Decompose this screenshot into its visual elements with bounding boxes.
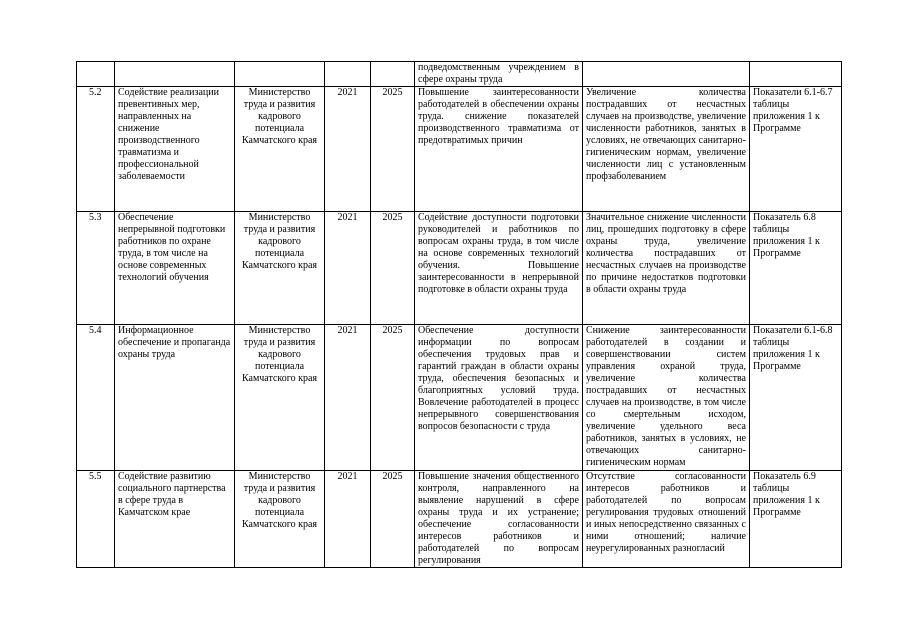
cell-consequences: Значительное снижение численности лиц, прошедших подготовку в сфере охраны труда, увеличение количества пострадавших от несчастных случаев на производстве по причине недостатков подготовки в области охраны труда [583, 212, 750, 325]
cell-indicators: Показатель 6.9 таблицы приложения 1 к Программе [750, 471, 842, 568]
cell-consequences: Отсутствие согласованности интересов работников и работодателей по вопросам регулирования трудовых отношений и иных непосредственно связанных с ними отношений; наличие неурегулированных разногласий [583, 471, 750, 568]
cell-indicators [750, 62, 842, 87]
cell-executor: Министерство труда и развития кадрового потенциала Камчатского края [235, 87, 325, 212]
cell-indicators: Показатели 6.1-6.8 таблицы приложения 1 к Программе [750, 325, 842, 471]
cell-num: 5.5 [77, 471, 115, 568]
cell-start-year: 2021 [325, 87, 371, 212]
table-row [77, 325, 842, 471]
cell-end-year: 2025 [371, 212, 415, 325]
cell-start-year [325, 62, 371, 87]
table-row [77, 212, 842, 325]
cell-indicators: Показатели 6.1-6.7 таблицы приложения 1 к Программе [750, 87, 842, 212]
cell-name [115, 62, 235, 87]
cell-executor: Министерство труда и развития кадрового потенциала Камчатского края [235, 325, 325, 471]
cell-end-year [371, 62, 415, 87]
cell-num: 5.3 [77, 212, 115, 325]
cell-name: Информационное обеспечение и пропаганда охраны труда [115, 325, 235, 471]
cell-name: Обеспечение непрерывной подготовки работников по охране труда, в том числе на основе современных технологий обучения [115, 212, 235, 325]
table-row [77, 471, 842, 568]
cell-name: Содействие развитию социального партнерства в сфере труда в Камчатском крае [115, 471, 235, 568]
cell-start-year: 2021 [325, 325, 371, 471]
cell-name: Содействие реализации превентивных мер, направленных на снижение производственного травматизма и профессиональной заболеваемости [115, 87, 235, 212]
cell-expected-result: Обеспечение доступности информации по вопросам обеспечения трудовых прав и гарантий граждан в области охраны труда, обеспечения безопасных и благоприятных условий труда. Вовлечение работодателей в процесс непрерывного совершенствования вопросов безопасности с труда [415, 325, 583, 471]
cell-expected-result: Содействие доступности подготовки руководителей и работников по вопросам охраны труда, в том числе на основе современных технологий обучения. Повышение заинтересованности в непрерывной подготовке в области охраны труда [415, 212, 583, 325]
cell-consequences: Увеличение количества пострадавших от несчастных случаев на производстве, увеличение численности работников, занятых в условиях, не отвечающих санитарно-гигиеническим нормам, увеличение численности лиц с установленным профзаболеванием [583, 87, 750, 212]
cell-indicators: Показатель 6.8 таблицы приложения 1 к Программе [750, 212, 842, 325]
cell-expected-result: Повышение значения общественного контроля, направленного на выявление нарушений в сфере охраны труда и их устранение; обеспечение согласованности интересов работников и работодателей по вопросам регулирования [415, 471, 583, 568]
cell-num: 5.2 [77, 87, 115, 212]
cell-num: 5.4 [77, 325, 115, 471]
continuation-row [77, 62, 842, 87]
cell-end-year: 2025 [371, 87, 415, 212]
table-row [77, 87, 842, 212]
cell-expected-result: подведомственным учреждением в сфере охраны труда [415, 62, 583, 87]
cell-consequences [583, 62, 750, 87]
cell-end-year: 2025 [371, 471, 415, 568]
cell-expected-result: Повышение заинтересованности работодателей в обеспечении охраны труда. снижение показателей производственного травматизма от предотвратимых причин [415, 87, 583, 212]
cell-start-year: 2021 [325, 471, 371, 568]
cell-start-year: 2021 [325, 212, 371, 325]
cell-num [77, 62, 115, 87]
cell-consequences: Снижение заинтересованности работодателей в создании и совершенствовании систем управления охраной труда, увеличение количества пострадавших от несчастных случаев на производстве, в том числе со смертельным исходом, увеличение удельного веса работников, занятых в условиях, не отвечающих санитарно-гигиеническим нормам [583, 325, 750, 471]
cell-end-year: 2025 [371, 325, 415, 471]
cell-executor [235, 62, 325, 87]
program-measures-table [76, 61, 842, 568]
cell-executor: Министерство труда и развития кадрового потенциала Камчатского края [235, 471, 325, 568]
cell-executor: Министерство труда и развития кадрового потенциала Камчатского края [235, 212, 325, 325]
